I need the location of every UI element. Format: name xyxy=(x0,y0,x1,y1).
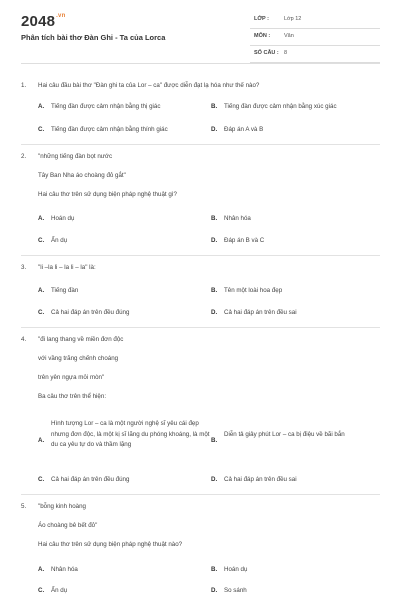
option-d[interactable] xyxy=(211,126,263,133)
option-a[interactable] xyxy=(38,103,160,110)
option-b[interactable] xyxy=(211,215,251,222)
option-c[interactable] xyxy=(38,126,168,133)
option-letter: C. xyxy=(38,126,45,133)
option-text: Hoán dụ xyxy=(51,215,75,222)
option-c[interactable] xyxy=(38,309,129,316)
option-c[interactable] xyxy=(38,587,67,594)
meta-row-subject xyxy=(250,29,380,46)
option-text: Đáp án B và C xyxy=(224,237,265,244)
option-text: Tiếng đàn xyxy=(51,287,79,294)
option-a[interactable] xyxy=(38,215,74,222)
question-number: 3. xyxy=(21,264,27,271)
option-letter: A. xyxy=(38,437,45,444)
question-text: Tây Ban Nha áo choàng đỏ gắt" xyxy=(38,172,126,179)
option-letter: B. xyxy=(211,437,218,444)
meta-table xyxy=(250,12,380,63)
question-number: 4. xyxy=(21,336,27,343)
option-text: Hoán dụ xyxy=(224,566,248,573)
option-text: Cả hai đáp án trên đều đúng xyxy=(51,476,130,483)
option-c[interactable] xyxy=(38,237,67,244)
option-a[interactable] xyxy=(38,566,78,573)
meta-value: Văn xyxy=(284,33,294,39)
option-letter: A. xyxy=(38,566,45,573)
option-letter: B. xyxy=(211,566,218,573)
option-letter: A. xyxy=(38,103,45,110)
option-text: Hình tượng Lor – ca là một người nghệ sĩ yêu cái đẹp nhưng đơn độc, là một kị sĩ lãng du phóng khoáng, là một du ca yêu tự do và thầm lặng xyxy=(51,420,210,448)
option-letter: B. xyxy=(211,215,218,222)
question-text: với vầng trăng chếnh choáng xyxy=(38,355,119,362)
question-divider xyxy=(21,255,380,256)
question-number: 2. xyxy=(21,153,27,160)
option-a[interactable] xyxy=(38,287,78,294)
site-logo[interactable] xyxy=(21,13,65,30)
option-letter: A. xyxy=(38,215,45,222)
question-text: "bỗng kinh hoàng xyxy=(38,503,86,510)
meta-label: SỐ CÂU : xyxy=(254,50,279,56)
option-letter: C. xyxy=(38,309,45,316)
option-letter: A. xyxy=(38,287,45,294)
question-divider xyxy=(21,327,380,328)
option-b[interactable] xyxy=(211,103,337,110)
option-text: Nhân hóa xyxy=(51,566,78,573)
option-text: Ẩn dụ xyxy=(51,237,68,244)
option-letter: C. xyxy=(38,237,45,244)
option-letter: D. xyxy=(211,309,218,316)
option-letter: D. xyxy=(211,587,218,594)
option-letter: C. xyxy=(38,476,45,483)
document-title: Phân tích bài thơ Đàn Ghi - Ta của Lorca xyxy=(21,33,166,42)
meta-row-class xyxy=(250,12,380,29)
option-a[interactable] xyxy=(38,419,213,451)
option-text: Tên một loài hoa đẹp xyxy=(224,287,283,294)
question-text: Hai câu đầu bài thơ "Đàn ghi ta của Lor – ca" được diễn đạt lạ hóa như thế nào? xyxy=(38,82,260,89)
question-divider xyxy=(21,494,380,495)
option-text: Cả hai đáp án trên đều sai xyxy=(224,476,297,483)
option-letter: D. xyxy=(211,126,218,133)
option-b[interactable] xyxy=(211,430,381,444)
option-text: Cả hai đáp án trên đều đúng xyxy=(51,309,130,316)
option-c[interactable] xyxy=(38,476,129,483)
option-letter: D. xyxy=(211,476,218,483)
option-b[interactable] xyxy=(211,287,282,294)
option-text: Tiếng đàn được cảm nhận bằng thị giác xyxy=(51,103,161,110)
option-b[interactable] xyxy=(211,566,247,573)
question-text: "đi lang thang về miền đơn độc xyxy=(38,336,124,343)
option-d[interactable] xyxy=(211,476,297,483)
question-text: Ba câu thơ trên thể hiện: xyxy=(38,393,107,400)
question-text: trên yên ngựa mỏi mòn" xyxy=(38,374,105,381)
option-text: Nhân hóa xyxy=(224,215,251,222)
option-letter: C. xyxy=(38,587,45,594)
header-divider xyxy=(21,63,380,64)
option-d[interactable] xyxy=(211,237,264,244)
question-number: 1. xyxy=(21,82,27,89)
question-text: Hai câu thơ trên sử dụng biện pháp nghệ thuật gì? xyxy=(38,191,177,198)
question-divider xyxy=(21,144,380,145)
option-letter: B. xyxy=(211,103,218,110)
option-text: Ẩn dụ xyxy=(51,587,68,594)
option-text: So sánh xyxy=(224,587,247,594)
option-d[interactable] xyxy=(211,587,247,594)
meta-value: Lớp 12 xyxy=(284,16,302,22)
meta-value: 8 xyxy=(284,50,288,56)
logo-text: 2048 xyxy=(21,13,56,30)
option-d[interactable] xyxy=(211,309,297,316)
question-number: 5. xyxy=(21,503,27,510)
option-letter: B. xyxy=(211,287,218,294)
option-text: Tiếng đàn được cảm nhận bằng xúc giác xyxy=(224,103,337,110)
meta-label: LỚP : xyxy=(254,16,269,22)
question-text: "những tiếng đàn bọt nước xyxy=(38,153,113,160)
option-text: Diễn tả giây phút Lor – ca bị điệu về bãi bắn xyxy=(224,431,345,438)
meta-row-question-count xyxy=(250,46,380,63)
option-text: Tiếng đàn được cảm nhận bằng thính giác xyxy=(51,126,168,133)
meta-label: MÔN : xyxy=(254,33,271,39)
question-text: "li –la li – la li – la" là: xyxy=(38,264,96,271)
question-text: Hai câu thơ trên sử dụng biện pháp nghệ thuật nào? xyxy=(38,541,183,548)
question-text: Áo choàng bê bết đỏ" xyxy=(38,522,98,529)
option-letter: D. xyxy=(211,237,218,244)
option-text: Đáp án A và B xyxy=(224,126,264,133)
logo-suffix: .vn xyxy=(56,13,66,19)
option-text: Cả hai đáp án trên đều sai xyxy=(224,309,297,316)
